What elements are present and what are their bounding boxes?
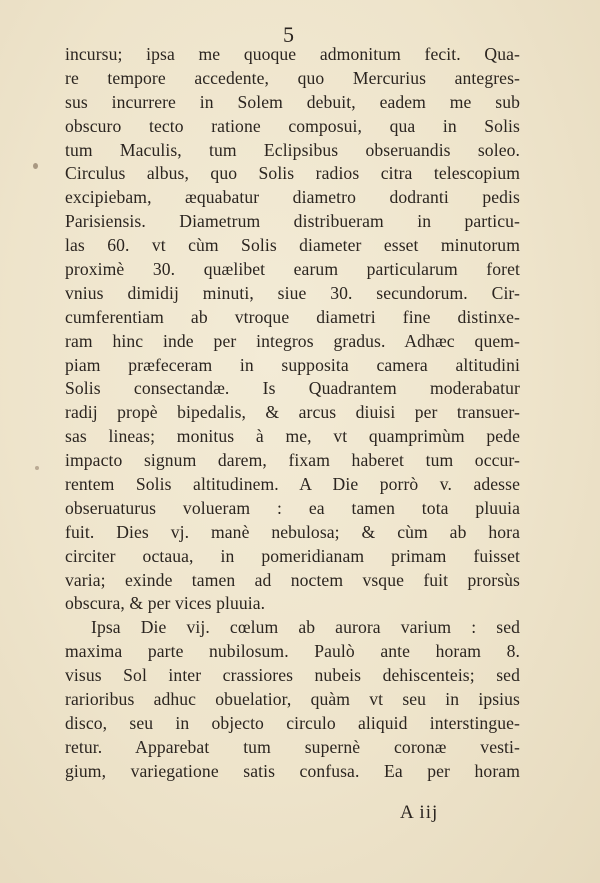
text-line: obscura, & per vices pluuia. — [65, 593, 266, 614]
text-line: proximè 30. quælibet earum particularum foret — [65, 259, 520, 280]
text-line: sas lineas; monitus à me, vt quamprimùm pede — [65, 426, 520, 447]
text-line: rarioribus adhuc obuelatior, quàm vt seu in ipsius — [65, 689, 520, 710]
text-line: sus incurrere in Solem debuit, eadem me sub — [65, 91, 520, 112]
ink-spot — [35, 466, 39, 470]
text-line: maxima parte nubilosum. Paulò ante horam 8. — [65, 641, 520, 662]
text-line: excipiebam, æquabatur diametro dodranti pedis — [65, 187, 520, 208]
text-line: cumferentiam ab vtroque diametri fine distinxe- — [65, 306, 520, 327]
text-line: Parisiensis. Diametrum distribueram in particu- — [65, 211, 520, 232]
ink-spot — [33, 163, 38, 169]
text-line: ram hinc inde per integros gradus. Adhæc quem- — [65, 330, 520, 351]
text-line: fuit. Dies vj. manè nebulosa; & cùm ab hora — [65, 521, 520, 542]
body-text — [65, 43, 520, 784]
text-line: circiter octaua, in pomeridianam primam fuisset — [65, 545, 520, 566]
text-line: disco, seu in objecto circulo aliquid interstinguе- — [65, 712, 520, 733]
text-line: retur. Apparebat tum supernè coronæ vesti- — [65, 736, 520, 757]
text-line: las 60. vt cùm Solis diameter esset minutorum — [65, 235, 520, 256]
signature-mark: A iij — [400, 802, 439, 823]
text-line: gium, variegatione satis confusa. Ea per horam — [65, 760, 520, 781]
text-line: rentem Solis altitudinem. A Die porrò v. adesse — [65, 474, 520, 495]
text-line: varia; exinde tamen ad noctem vsque fuit prorsùs — [65, 569, 520, 590]
text-line: obseruaturus volueram : ea tamen tota pluuia — [65, 497, 520, 518]
text-line: radij propè bipedalis, & arcus diuisi per transuer- — [65, 402, 520, 423]
text-line: obscuro tecto ratione composui, qua in Solis — [65, 115, 520, 136]
text-line: Circulus albus, quo Solis radios citra telescopium — [65, 163, 520, 184]
text-line: piam præfeceram in supposita camera altitudini — [65, 354, 520, 375]
text-line: visus Sol inter crassiores nubeis dehiscenteis; sed — [65, 665, 520, 686]
text-line: Ipsa Die vij. cœlum ab aurora varium : sed — [91, 617, 520, 638]
text-line: incursu; ipsa me quoque admonitum fecit. Qua- — [65, 44, 520, 64]
text-line: Solis consectandæ. Is Quadrantem moderabatur — [65, 378, 520, 399]
text-line: tum Maculis, tum Eclipsibus obseruandis soleo. — [65, 139, 520, 160]
text-line: re tempore accedente, quo Mercurius antegres- — [65, 67, 520, 88]
text-line: vnius dimidij minuti, siue 30. secundorum. Cir- — [65, 282, 520, 303]
text-line: impacto signum darem, fixam haberet tum occur- — [65, 450, 520, 471]
page-number: 5 — [283, 22, 294, 47]
